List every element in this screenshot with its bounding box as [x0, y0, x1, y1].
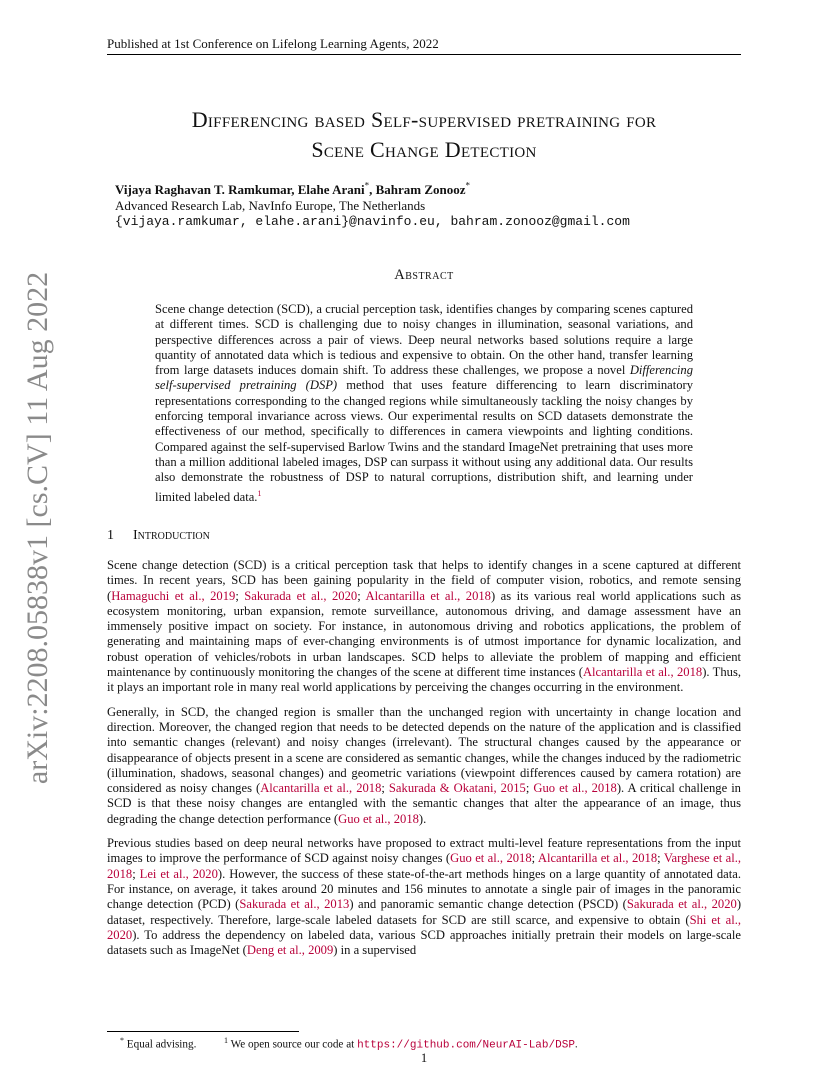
text: ;	[525, 781, 534, 796]
citation-link[interactable]: Shi et al., 2020	[107, 912, 741, 942]
citation-link[interactable]: Alcantarilla et al., 2018	[582, 665, 703, 680]
author-list	[115, 182, 470, 198]
text: ). To address the dependency on labeled data, various SCD approaches initially pretrain their models on large-scale datasets such as ImageNet (	[107, 927, 741, 958]
abstract-text-a: Scene change detection (SCD), a crucial perception task, identifies changes by comparing scenes captured at different times. SCD is challenging due to noisy changes in illumination, seasonal variations, and perspective differences across a pair of views. Deep neural networks based solutions require a large quantity of annotated data which is tedious and expensive to obtain. On the other hand, transfer learning from large datasets induces domain shift. To address these challenges, we propose a novel	[155, 302, 693, 378]
equal-advising-mark-2: *	[465, 180, 470, 191]
code-repo-link[interactable]: https://github.com/NeurAI-Lab/DSP	[357, 1039, 575, 1052]
citation-link[interactable]: Lei et al., 2020	[139, 866, 218, 881]
citation-link[interactable]: Guo et al., 2018	[533, 781, 617, 796]
affiliation: Advanced Research Lab, NavInfo Europe, The Netherlands	[115, 198, 426, 213]
text: ;	[132, 866, 140, 881]
text: ) as its various real world applications such as ecosystem monitoring, urban expansion, remote surveillance, autonomous driving, and damage assessment have an immensely positive impact on society. For instance, in autonomous driving and robotics applications, the problem of generating and maintaining maps of ever-changing environments is of utmost importance for dynamic localization, and robust operation of vehicles/robots in urban landscapes. SCD helps to alleviate the problem of mapping and efficient maintenance by continuously monitoring the changes of the scene at different time instances (	[107, 588, 742, 680]
citation-link[interactable]: Sakurada et al., 2020	[626, 897, 737, 912]
author-names-b: , Bahram Zonooz	[369, 182, 466, 197]
text: Scene change detection (SCD) is a critical perception task that helps to identify changes in a scene captured at different times. In recent years, SCD has been gaining popularity in the field of computer vision, robotics, and remote sensing (	[107, 558, 741, 603]
text: Previous studies based on deep neural networks have proposed to extract multi-level feature representations from the input images to improve the performance of SCD against noisy changes (	[107, 836, 741, 866]
author-names-a: Vijaya Raghavan T. Ramkumar, Elahe Arani	[115, 182, 365, 197]
author-emails: {vijaya.ramkumar, elahe.arani}@navinfo.eu, bahram.zonooz@gmail.com	[115, 214, 630, 229]
citation-link[interactable]: Alcantarilla et al., 2018	[260, 781, 382, 796]
section-number: 1	[107, 528, 114, 543]
page-number: 1	[420, 1051, 428, 1065]
abstract-text-b: method that uses feature differencing to learn discriminatory representations corresponding to the changed regions while simultaneously tackling the noisy changes by enforcing temporal invariance across views. Our experimental results on SCD datasets demonstrate the effectiveness of our method, specifically to differences in camera viewpoints and lighting conditions. Compared against the self-supervised Barlow Twins and the standard ImageNet pretraining that uses more than a million additional labeled images, DSP can surpass it without using any additional data. Our results also demonstrate the robustness of DSP to natural corruptions, distribution shift, and learning under limited labeled data.	[155, 378, 693, 504]
footnote-1-end: .	[574, 1038, 578, 1051]
footnote-1-mark: 1	[224, 1036, 228, 1045]
text: ) in a supervised	[333, 943, 417, 958]
paragraph-2	[107, 705, 741, 827]
text: ).	[418, 811, 427, 826]
citation-link[interactable]: Guo et al., 2018	[338, 811, 419, 826]
text: ). However, the success of these state-of-the-art methods hinges on a large quantity of annotated data. For instance, on average, it takes around 20 minutes and 156 minutes to annotate a single pair of images in the panoramic change detection (PCD) (	[107, 866, 742, 912]
section-heading-introduction	[107, 527, 210, 545]
text: ). Thus, it plays an important role in many real world applications by perceiving the changes occurring in the environment.	[107, 665, 742, 695]
running-header: Published at 1st Conference on Lifelong Learning Agents, 2022	[107, 36, 439, 51]
paragraph-3	[107, 836, 741, 958]
title-line-2: Scene Change Detection	[311, 137, 537, 162]
abstract-body	[155, 302, 693, 505]
citation-link[interactable]: Alcantarilla et al., 2018	[365, 588, 491, 603]
introduction-body	[107, 558, 741, 967]
text: ) dataset, respectively. Therefore, large-scale labeled datasets for SCD are still scarce, and expensive to obtain (	[107, 897, 742, 927]
footnote-star-mark: *	[120, 1036, 124, 1045]
citation-link[interactable]: Varghese et al., 2018	[107, 851, 742, 881]
text: ). A critical challenge in SCD is that these noisy changes are entangled with the semantic changes that alter the appearance of an image, thus degrading the change detection performance (	[107, 781, 741, 826]
header-rule	[107, 54, 741, 55]
footnote-star-text: Equal advising.	[126, 1038, 197, 1051]
paragraph-1	[107, 558, 741, 696]
arxiv-id: arXiv:2208.05838v1 [cs.CV] 11 Aug 2022	[21, 271, 54, 785]
citation-link[interactable]: Guo et al., 2018	[450, 851, 532, 866]
text: ;	[657, 851, 664, 866]
footnote-1-link[interactable]: 1	[257, 488, 262, 498]
text: Generally, in SCD, the changed region is smaller than the unchanged region with uncertainty in change location and direction. Moreover, the changed region that needs to be detected depends on the nature of the application and is classified into semantic changes (relevant) and noisy changes (irrelevant). The structural changes caused by the appearance or disappearance of objects present in a scene are considered as semantic changes, while the changes induced by the radiometric (illumination, shadows, seasonal changes) and geometric variations (viewpoint differences caused by camera rotation) are considered as noisy changes (	[107, 704, 741, 796]
text: ;	[381, 781, 389, 796]
footnote-rule	[107, 1031, 299, 1032]
citation-link[interactable]: Alcantarilla et al., 2018	[537, 851, 658, 866]
title-line-1: Differencing based Self-supervised pretraining for	[191, 107, 657, 132]
equal-advising-mark: *	[364, 180, 370, 191]
paper-title	[107, 105, 741, 165]
abstract-heading: Abstract	[394, 267, 454, 283]
citation-link[interactable]: Sakurada & Okatani, 2015	[388, 781, 526, 796]
text: ;	[531, 851, 538, 866]
text: ;	[357, 588, 366, 603]
citation-link[interactable]: Hamaguchi et al., 2019	[111, 588, 236, 603]
text: ) and panoramic semantic change detection (PSCD) (	[349, 897, 627, 912]
section-title: Introduction	[133, 528, 210, 543]
method-name: Differencing self-supervised pretraining (DSP)	[155, 363, 693, 393]
citation-link[interactable]: Sakurada et al., 2013	[239, 897, 350, 912]
footnote-1-text: We open source our code at	[230, 1038, 358, 1051]
citation-link[interactable]: Sakurada et al., 2020	[244, 588, 358, 603]
citation-link[interactable]: Deng et al., 2009	[246, 943, 334, 958]
text: ;	[235, 588, 245, 603]
